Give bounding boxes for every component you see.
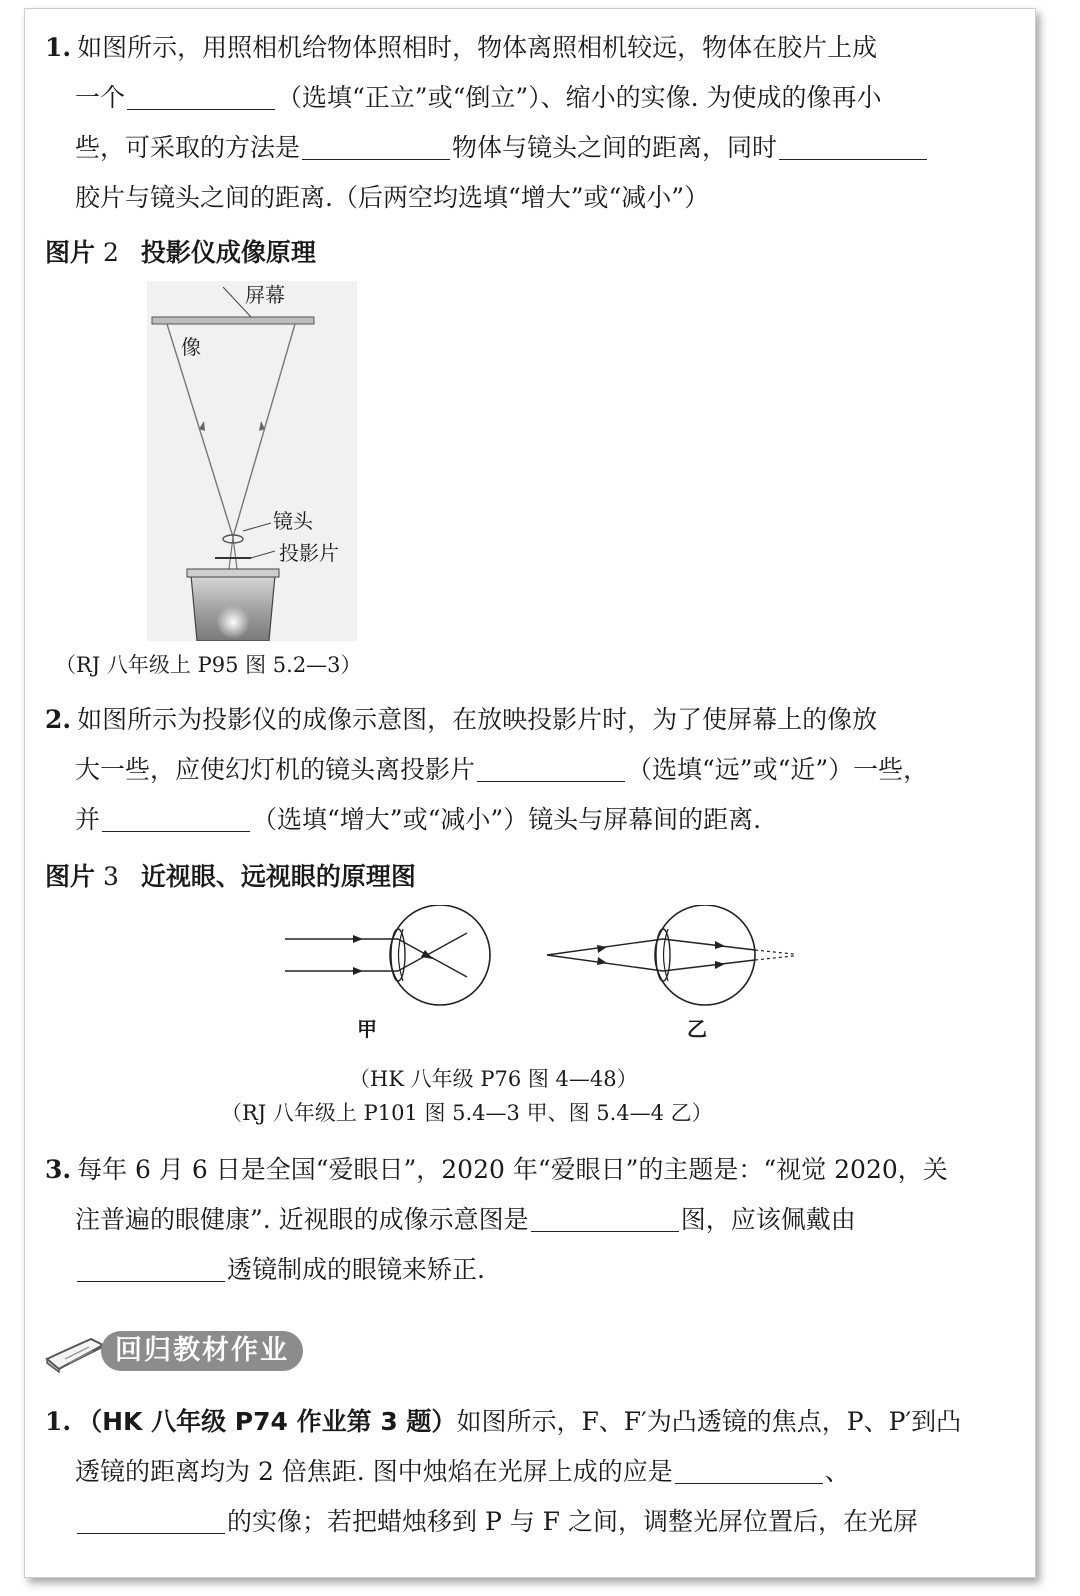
q3-blank-2[interactable]: [77, 1253, 225, 1282]
heading-picture-3: [45, 857, 416, 893]
q3-blank-1[interactable]: [531, 1203, 679, 1232]
q3-number: 3.: [45, 1155, 72, 1184]
q3-text-3: 透镜制成的眼镜来矫正.: [227, 1255, 485, 1284]
q1-line-4: [45, 173, 1020, 223]
q1-line-3: [45, 123, 1020, 173]
label-lens: 镜头: [273, 509, 313, 533]
caption-picture-3a: （HK 八年级 P76 图 4—48）: [349, 1067, 638, 1091]
hw1-line-2: [45, 1447, 1020, 1497]
q1-line-1: [45, 23, 1020, 73]
label-screen: 屏幕: [245, 283, 285, 307]
lamp-box-rim: [187, 569, 279, 577]
ray-right-bottom-extension: [755, 955, 795, 960]
caption-picture-2: （RJ 八年级上 P95 图 5.2—3）: [55, 653, 362, 677]
heading2-title: 投影仪成像原理: [140, 238, 316, 267]
hw1-text-1: 如图所示，F、F′为凸透镜的焦点，P、P′到凸: [456, 1407, 962, 1436]
caption-picture-3b: （RJ 八年级上 P101 图 5.4—3 甲、图 5.4—4 乙）: [221, 1101, 713, 1125]
worksheet-page: [24, 8, 1036, 1578]
section-title: 回归教材作业: [101, 1331, 303, 1371]
question-2: [45, 695, 1020, 845]
arrow-right-top: [597, 945, 607, 953]
arrow-right-bottom: [597, 957, 607, 965]
heading2-tag: 图片: [45, 238, 96, 267]
hw1-text-2a: 透镜的距离均为 2 倍焦距. 图中烛焰在光屏上成的应是: [75, 1457, 673, 1486]
heading3-tag: 图片: [45, 862, 96, 891]
q2-text-2a: 大一些，应使幻灯机的镜头离投影片: [75, 755, 476, 784]
ray-left-top-refracted: [398, 939, 467, 977]
q1-number: 1.: [45, 33, 72, 62]
label-eye-left: 甲: [357, 1017, 377, 1041]
q1-line-2: [45, 73, 1020, 123]
hw1-line-3: [45, 1497, 1020, 1547]
q1-text-3b: 物体与镜头之间的距离，同时: [452, 133, 778, 162]
q2-text-3b: （选填“增大”或“减小”）镜头与屏幕间的距离.: [252, 805, 762, 834]
eye-diagrams: [275, 905, 795, 1015]
projector-diagram: [147, 281, 357, 641]
q2-number: 2.: [45, 705, 72, 734]
ray-right-top-refracted: [663, 939, 755, 950]
q2-line-1: [45, 695, 1020, 745]
q3-line-1: [45, 1145, 1020, 1195]
q3-text-2b: 图，应该佩戴由: [680, 1205, 856, 1234]
hw1-number: 1.: [45, 1407, 72, 1436]
q3-line-2: [45, 1195, 1020, 1245]
ray-right-bottom-refracted: [663, 960, 755, 971]
heading-picture-2: [45, 233, 316, 269]
q1-text-3a: 些，可采取的方法是: [75, 133, 301, 162]
ray-left-bottom-refracted: [398, 933, 467, 971]
q1-text-1: 如图所示，用照相机给物体照相时，物体离照相机较远，物体在胶片上成: [77, 33, 878, 62]
q2-text-1: 如图所示为投影仪的成像示意图，在放映投影片时，为了使屏幕上的像放: [77, 705, 878, 734]
question-1: [45, 23, 1020, 223]
lamp-glow: [209, 591, 257, 639]
label-eye-right: 乙: [687, 1017, 707, 1041]
hw1-line-1: [45, 1397, 1020, 1447]
arrow-left-bottom: [353, 967, 363, 975]
q3-text-1: 每年 6 月 6 日是全国“爱眼日”，2020 年“爱眼日”的主题是：“视觉 2020，关: [77, 1155, 948, 1184]
hw1-text-2b: 、: [824, 1457, 850, 1486]
heading3-num: 3: [103, 862, 119, 891]
label-image: 像: [181, 335, 201, 359]
arrow-right-mid-bottom: [715, 961, 725, 969]
heading2-num: 2: [103, 238, 119, 267]
heading3-title: 近视眼、远视眼的原理图: [140, 862, 416, 891]
hw1-blank-2[interactable]: [77, 1505, 225, 1534]
q2-text-3a: 并: [75, 805, 101, 834]
myopia-eye-diagram: [285, 905, 490, 1005]
hw1-text-3a: 的实像；若把蜡烛移到 P 与 F 之间，调整光屏位置后，在光屏: [227, 1507, 918, 1536]
q2-blank-2[interactable]: [102, 803, 250, 832]
q2-line-3: [45, 795, 1020, 845]
q2-line-2: [45, 745, 1020, 795]
screen-bar: [152, 317, 314, 324]
hw1-blank-1[interactable]: [675, 1455, 823, 1484]
hw1-source: （HK 八年级 P74 作业第 3 题）: [77, 1407, 457, 1436]
q1-blank-3[interactable]: [779, 131, 927, 160]
q3-text-2a: 注普遍的眼健康”. 近视眼的成像示意图是: [75, 1205, 529, 1234]
q1-blank-2[interactable]: [302, 131, 450, 160]
q2-blank-1[interactable]: [477, 753, 625, 782]
label-slide: 投影片: [279, 541, 339, 565]
q1-text-4: 胶片与镜头之间的距离.（后两空均选填“增大”或“减小”）: [75, 183, 710, 212]
arrow-left-top: [353, 935, 363, 943]
q1-text-2a: 一个: [75, 83, 126, 112]
q3-line-3: [45, 1245, 1020, 1295]
homework-question-1: [45, 1397, 1020, 1547]
q1-blank-1[interactable]: [127, 81, 275, 110]
q2-text-2b: （选填“远”或“近”）一些，: [627, 755, 929, 784]
hyperopia-eye-diagram: [547, 905, 795, 1005]
q1-text-2b: （选填“正立”或“倒立”）、缩小的实像. 为使成的像再小: [277, 83, 882, 112]
question-3: [45, 1145, 1020, 1295]
arrow-right-mid-top: [715, 941, 725, 949]
ray-right-top-extension: [755, 950, 795, 955]
book-icon: [45, 1333, 109, 1373]
